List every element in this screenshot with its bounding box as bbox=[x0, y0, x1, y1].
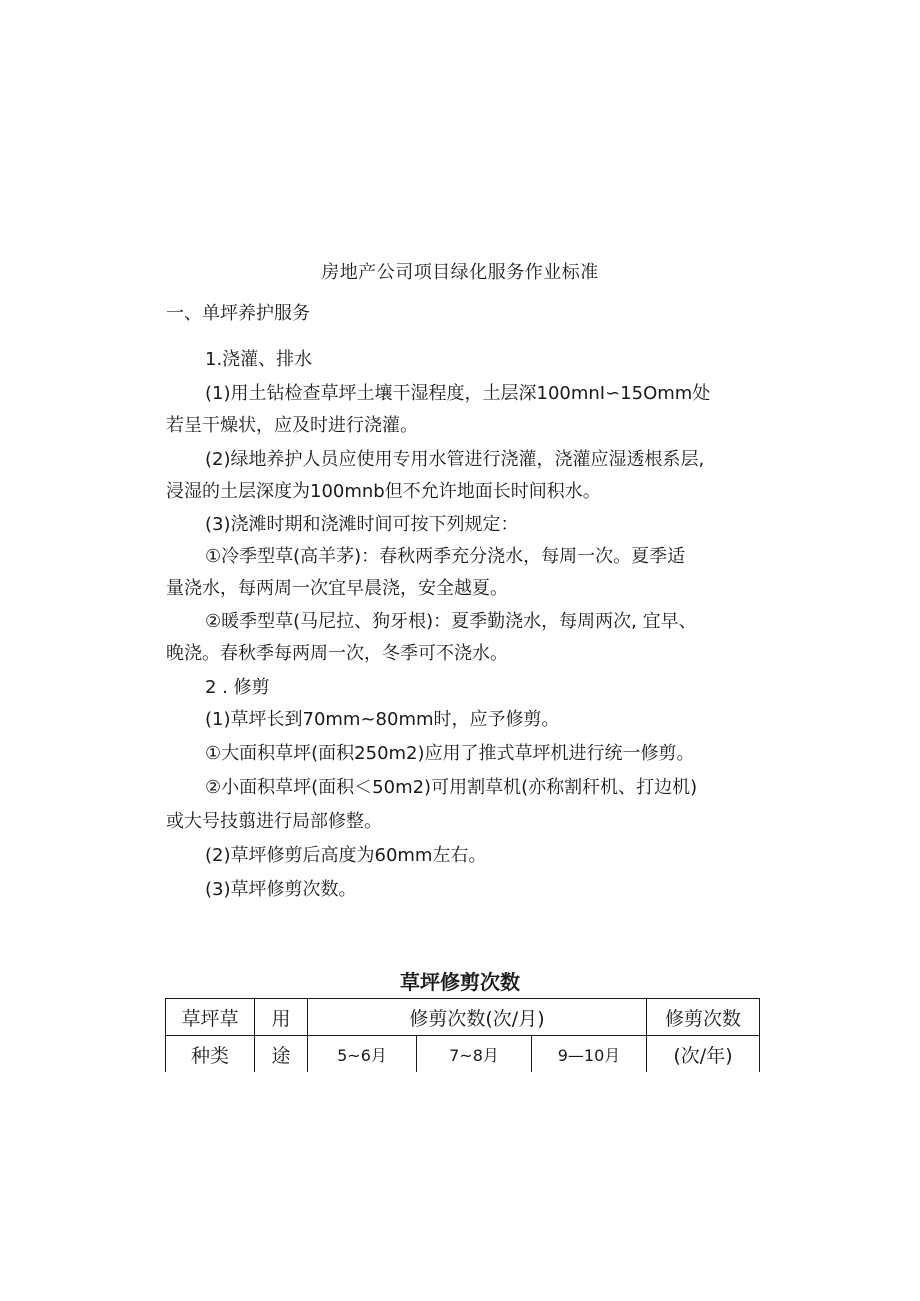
table-header-row bbox=[166, 999, 760, 1036]
header-cell-use-2: 途 bbox=[255, 1036, 308, 1073]
header-cell-use: 用 bbox=[255, 999, 308, 1036]
header-cell-per-year: (次/年) bbox=[647, 1036, 760, 1073]
paragraph-line: ①冷季型草(高羊茅)：春秋两季充分浇水，每周一次。夏季适 bbox=[205, 546, 686, 567]
header-cell-type: 种类 bbox=[166, 1036, 255, 1073]
paragraph-line: ②暖季型草(马尼拉、狗牙根)：夏季勤浇水，每周两次, 宜早、 bbox=[205, 611, 697, 632]
section-heading: 一、单坪养护服务 bbox=[166, 303, 310, 324]
subsection-heading-mowing: 2 . 修剪 bbox=[205, 677, 270, 698]
header-cell-monthly-count: 修剪次数(次/月) bbox=[308, 999, 647, 1036]
paragraph-line: ①大面积草坪(面积250m2)应用了推式草坪机进行统一修剪。 bbox=[205, 743, 695, 764]
header-cell-grass: 草坪草 bbox=[166, 999, 255, 1036]
paragraph-line: (3)草坪修剪次数。 bbox=[205, 879, 357, 900]
mowing-frequency-table bbox=[165, 998, 760, 1072]
paragraph-line: 或大号技翦进行局部修整。 bbox=[166, 811, 382, 832]
paragraph-line: ②小面积草坪(面积＜50m2)可用割草机(亦称割秆机、打边机) bbox=[205, 777, 698, 798]
paragraph-line: (2)绿地养护人员应使用专用水管进行浇灌，浇灌应湿透根系层, bbox=[205, 449, 705, 470]
paragraph-line: 浸湿的土层深度为100mnb但不允许地面长时间积水。 bbox=[166, 481, 601, 502]
header-cell-july-aug: 7~8月 bbox=[417, 1036, 532, 1073]
table-title: 草坪修剪次数 bbox=[400, 970, 520, 994]
paragraph-line: (2)草坪修剪后高度为60mm左右。 bbox=[205, 845, 487, 866]
table-header-row bbox=[166, 1036, 760, 1073]
document-title: 房地产公司项目绿化服务作业标准 bbox=[321, 262, 599, 283]
paragraph-line: 量浇水，每两周一次宜早晨浇，安全越夏。 bbox=[166, 578, 508, 599]
paragraph-line: 晚浇。春秋季每两周一次，冬季可不浇水。 bbox=[166, 643, 508, 664]
header-cell-sep-oct: 9—10月 bbox=[532, 1036, 647, 1073]
paragraph-line: (1)用土钻检查草坪土壤干湿程度，土层深100mnI∽15Omm处 bbox=[205, 383, 711, 404]
subsection-heading-watering: 1.浇灌、排水 bbox=[205, 349, 313, 370]
paragraph-line: 若呈干燥状，应及时进行浇灌。 bbox=[166, 415, 418, 436]
paragraph-line: (1)草坪长到70mm~80mm时，应予修剪。 bbox=[205, 709, 560, 730]
header-cell-yearly-count: 修剪次数 bbox=[647, 999, 760, 1036]
paragraph-line: (3)浇滩时期和浇滩时间可按下列规定： bbox=[205, 514, 519, 535]
header-cell-may-june: 5~6月 bbox=[308, 1036, 417, 1073]
